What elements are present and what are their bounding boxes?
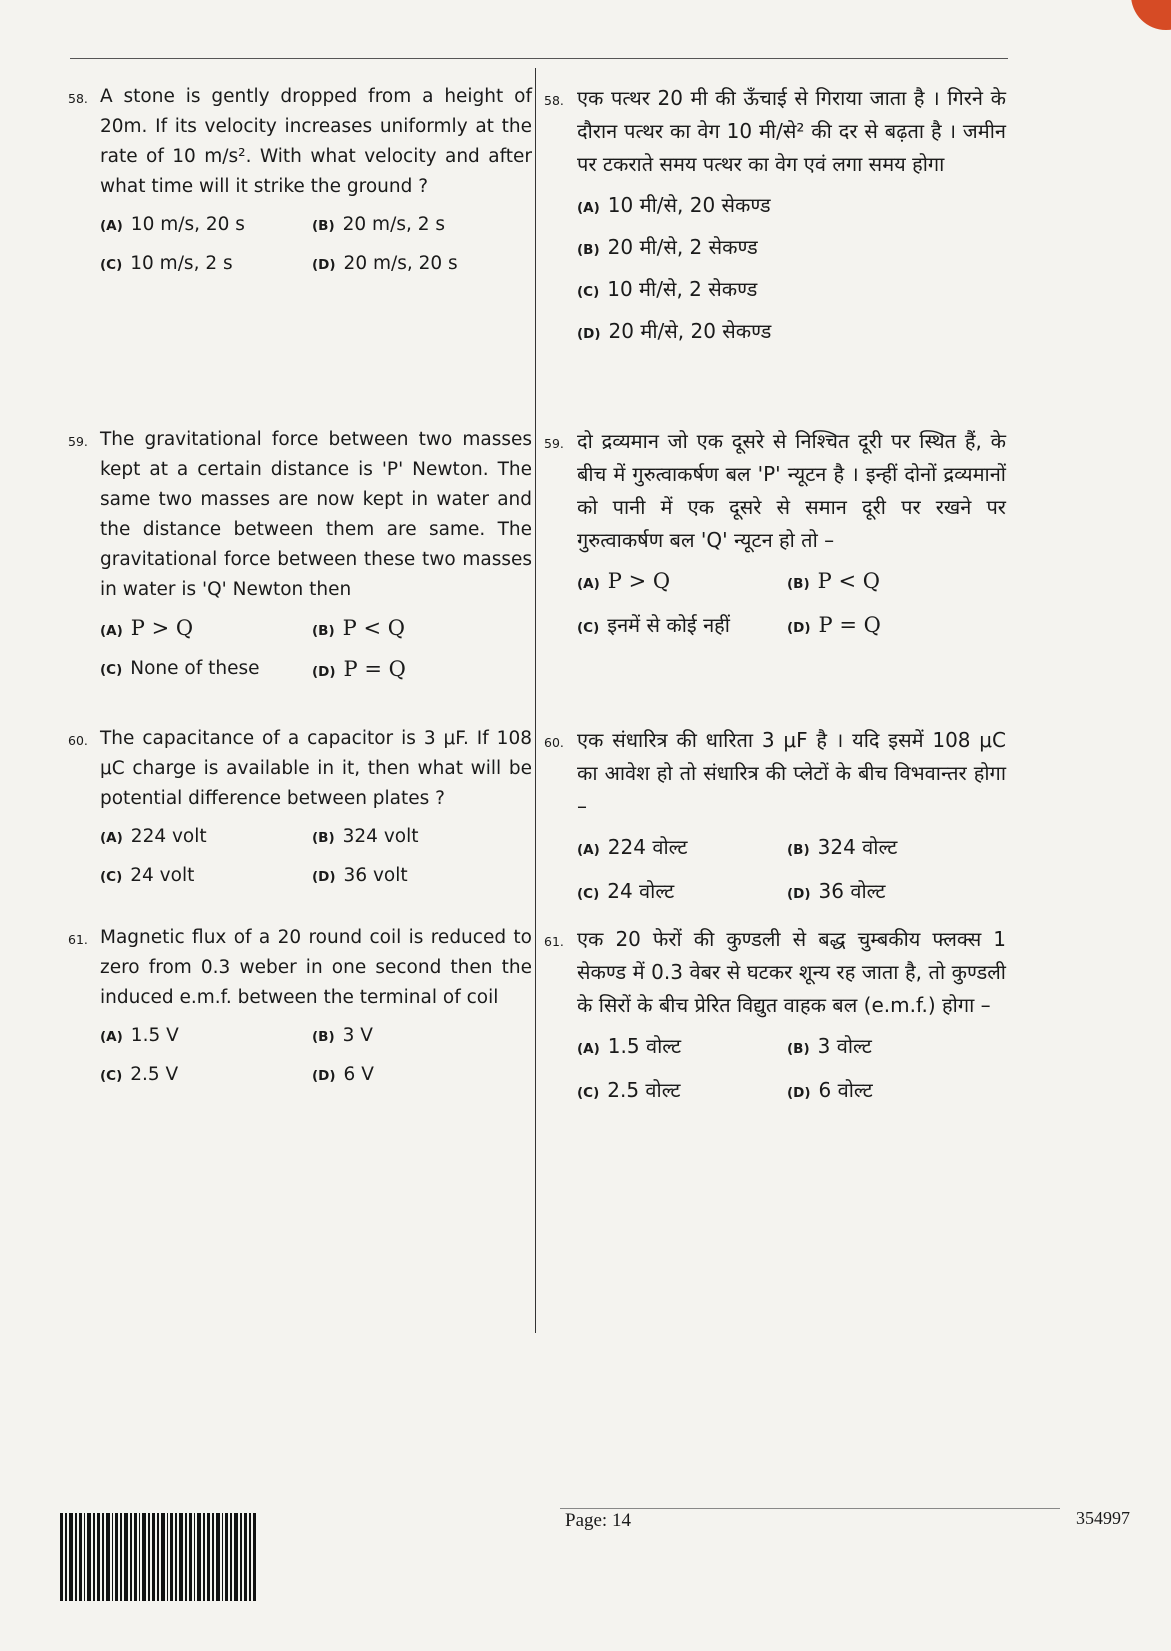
question-59-hindi	[544, 425, 1006, 645]
option-d: (D) P = Q	[787, 613, 881, 637]
option-a: (A) 1.5 वोल्ट	[577, 1034, 682, 1058]
question-stem: दो द्रव्यमान जो एक दूसरे से निश्चित दूरी पर स्थित हैं, के बीच में गुरुत्वाकर्षण बल 'P' न्यूटन है । इन्हीं दोनों द्रव्यमानों को पानी में एक दूसरे से समान दूरी पर रखने पर गुरुत्वाकर्षण बल 'Q' न्यूटन हो तो –	[577, 429, 1007, 552]
question-number: 61.	[544, 934, 564, 949]
booklet-code: 354997	[1076, 1508, 1130, 1528]
option-b: (B) P < Q	[787, 569, 880, 593]
option-c: (C) 10 m/s, 2 s	[100, 253, 233, 274]
option-a: (A) 10 m/s, 20 s	[100, 214, 245, 235]
option-a: (A) 224 वोल्ट	[577, 835, 688, 859]
option-a: (A) 10 मी/से, 20 सेकण्ड	[577, 193, 771, 217]
question-number: 59.	[68, 434, 88, 449]
top-rule	[70, 58, 1008, 59]
option-a: (A) 1.5 V	[100, 1025, 179, 1046]
question-number: 60.	[68, 733, 88, 748]
option-b: (B) 324 वोल्ट	[787, 835, 898, 859]
option-b: (B) P < Q	[312, 616, 405, 640]
question-number: 59.	[544, 436, 564, 451]
question-number: 58.	[544, 93, 564, 108]
question-stem: The capacitance of a capacitor is 3 μF. If 108 μC charge is available in it, then what will be potential difference between plates ?	[100, 728, 532, 809]
question-number: 58.	[68, 91, 88, 106]
footer-rule	[560, 1508, 1060, 1509]
option-d: (D) 6 वोल्ट	[787, 1078, 873, 1102]
question-61-hindi	[544, 923, 1006, 1110]
question-stem: एक 20 फेरों की कुण्डली से बद्ध चुम्बकीय फ्लक्स 1 सेकण्ड में 0.3 वेबर से घटकर शून्य रह जाता है, तो कुण्डली के सिरों के बीच प्रेरित विद्युत वाहक बल (e.m.f.) होगा –	[577, 927, 1006, 1017]
question-59-english	[68, 425, 532, 687]
option-b: (B) 324 volt	[312, 826, 419, 847]
question-58-hindi	[544, 82, 1006, 351]
option-a: (A) P > Q	[577, 569, 671, 593]
page-corner-mark	[1131, 0, 1171, 30]
option-d: (D) 36 volt	[312, 865, 408, 886]
question-number: 61.	[68, 932, 88, 947]
option-c: (C) 2.5 वोल्ट	[577, 1078, 681, 1102]
option-d: (D) 6 V	[312, 1064, 374, 1085]
option-b: (B) 20 मी/से, 2 सेकण्ड	[577, 235, 758, 259]
option-d: (D) 20 मी/से, 20 सेकण्ड	[577, 319, 772, 343]
question-58-english	[68, 82, 532, 280]
option-b: (B) 20 m/s, 2 s	[312, 214, 446, 235]
option-c: (C) 2.5 V	[100, 1064, 179, 1085]
option-c: (C) 24 volt	[100, 865, 195, 886]
barcode-icon	[60, 1513, 256, 1601]
option-b: (B) 3 V	[312, 1025, 373, 1046]
option-c: (C) 24 वोल्ट	[577, 879, 675, 903]
option-c: (C) 10 मी/से, 2 सेकण्ड	[577, 277, 758, 301]
question-60-hindi	[544, 724, 1006, 911]
question-61-english	[68, 923, 532, 1091]
option-b: (B) 3 वोल्ट	[787, 1034, 872, 1058]
page-number: Page: 14	[565, 1510, 631, 1531]
question-stem: Magnetic flux of a 20 round coil is reduced to zero from 0.3 weber in one second then the induced e.m.f. between the terminal of coil	[100, 927, 532, 1008]
question-stem: एक पत्थर 20 मी की ऊँचाई से गिराया जाता है । गिरने के दौरान पत्थर का वेग 10 मी/से² की दर से बढ़ता है । जमीन पर टकराते समय पत्थर का वेग एवं लगा समय होगा	[577, 86, 1006, 176]
question-stem: एक संधारित्र की धारिता 3 μF है । यदि इसमें 108 μC का आवेश हो तो संधारित्र की प्लेटों के बीच विभवान्तर होगा –	[577, 728, 1006, 818]
option-d: (D) 20 m/s, 20 s	[312, 253, 458, 274]
option-d: (D) 36 वोल्ट	[787, 879, 886, 903]
option-a: (A) P > Q	[100, 616, 194, 640]
question-number: 60.	[544, 735, 564, 750]
question-stem: The gravitational force between two masses kept at a certain distance is 'P' Newton. The same two masses are now kept in water and the distance between them are same. The gravitational force between these two masses in water is 'Q' Newton then	[100, 429, 532, 600]
option-c: (C) इनमें से कोई नहीं	[577, 613, 730, 637]
option-a: (A) 224 volt	[100, 826, 207, 847]
option-d: (D) P = Q	[312, 657, 406, 681]
question-stem: A stone is gently dropped from a height of 20m. If its velocity increases uniformly at the rate of 10 m/s². With what velocity and after what time will it strike the ground ?	[100, 86, 532, 197]
option-c: (C) None of these	[100, 658, 260, 679]
question-60-english	[68, 724, 532, 892]
